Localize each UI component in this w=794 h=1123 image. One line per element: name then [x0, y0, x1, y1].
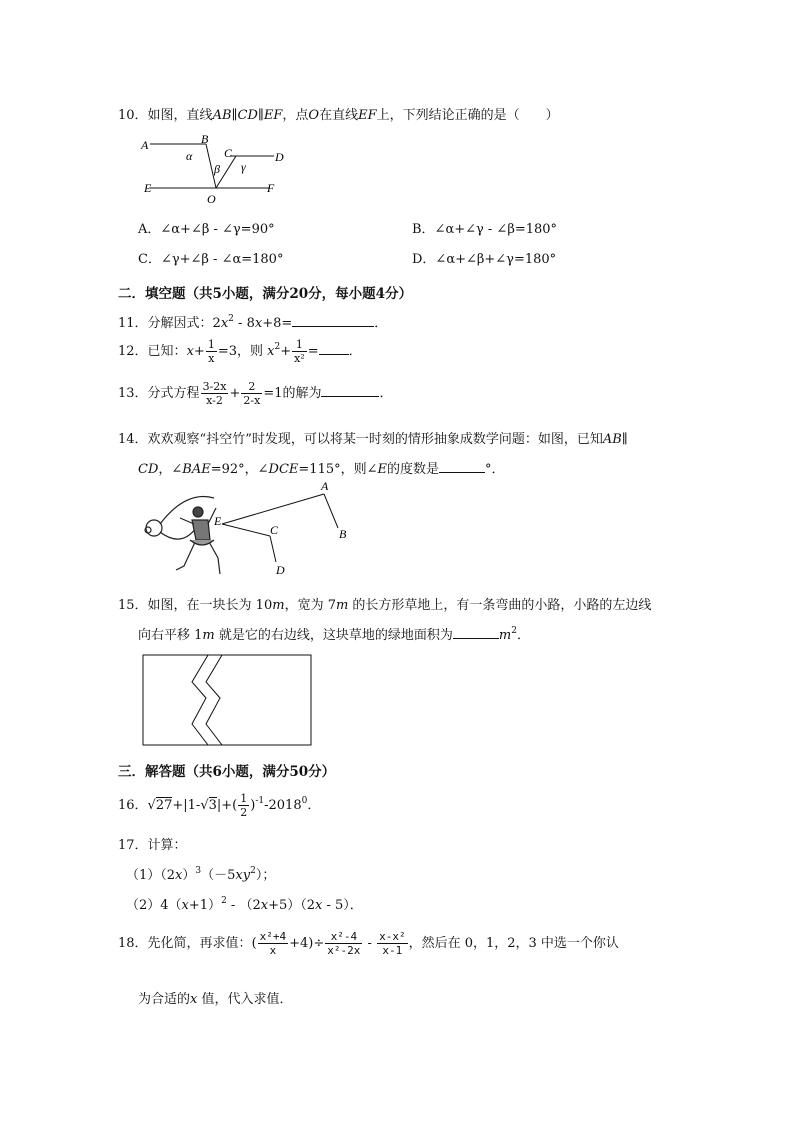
- q10-option-a[interactable]: A．∠α+∠β - ∠γ=90°: [138, 222, 275, 237]
- fig14-E: E: [214, 514, 222, 528]
- q10-figure: [138, 130, 288, 206]
- q11-answer-blank[interactable]: [292, 314, 374, 327]
- q18-line2: 为合适的x 值，代入求值．: [138, 992, 293, 1007]
- fig14-A: A: [321, 479, 329, 493]
- section3-title: 三．解答题（共6小题，满分50分）: [118, 764, 336, 780]
- q15-answer-blank[interactable]: [453, 626, 499, 639]
- fig10-F: F: [267, 181, 275, 195]
- q15-line1: 15．如图，在一块长为 10m，宽为 7m 的长方形草地上，有一条弯曲的小路，小路的左边线: [118, 598, 652, 613]
- q10-option-d[interactable]: D．∠α+∠β+∠γ=180°: [412, 252, 557, 267]
- fig10-A: A: [141, 138, 149, 152]
- q10-option-c[interactable]: C．∠γ+∠β - ∠α=180°: [138, 252, 284, 267]
- q14-figure: [136, 478, 354, 580]
- fig10-E: E: [144, 181, 152, 195]
- fig10-B: B: [201, 132, 209, 146]
- fig10-O: O: [207, 192, 216, 206]
- q13-answer-blank[interactable]: [321, 384, 379, 397]
- fig10-C: C: [224, 146, 233, 160]
- fig14-C: C: [270, 523, 279, 537]
- q12: 12．已知：x+ $\frac{1}{x}$ =3，则 $x^2+$ $\frac{1}{\text{x²}}$ = ．: [118, 338, 362, 365]
- q18-line1: 18．先化简，再求值：( $\frac{\text{x²+4}}{x}$ +4)÷ $\frac{\text{x²-4}}{\text{x²-2x}}$ - $\frac{\text{x-x²}}{x-1}$ ，然后在 0，1，2，3 中选一个你认: [118, 930, 619, 957]
- q10-option-b[interactable]: B．∠α+∠γ - ∠β=180°: [412, 222, 558, 237]
- q13: 13．分式方程 $\frac{3-2x}{x-2}$ + $\frac{2}{2-x}$ =1的解为 ．: [118, 380, 393, 407]
- q17-title: 17．计算：: [118, 838, 187, 853]
- q17-part1: $(1)(2x)^3(-5xy^2)$；: [126, 866, 276, 883]
- q17-part2: $(2)4(x+1)^2 - (2x+5)(2x - 5)$．: [126, 896, 363, 913]
- diabolo-player-illustration: [145, 496, 220, 574]
- q14-answer-blank[interactable]: [439, 460, 485, 473]
- q15-line2: 向右平移 1m 就是它的右边线，这块草地的绿地面积为 $m^2$．: [138, 626, 530, 643]
- q10-stem: 10．如图，直线AB∥CD∥EF，点O在直线EF上，下列结论正确的是（ ）: [118, 108, 559, 123]
- q11: 11．分解因式：$2x^2 - 8x+8=$ ．: [118, 314, 388, 331]
- q14-line1: 14．欢欢观察“抖空竹”时发现，可以将某一时刻的情形抽象成数学问题：如图，已知AB∥: [118, 432, 628, 447]
- fig10-D: D: [275, 150, 284, 164]
- fig14-D: D: [276, 563, 285, 577]
- q12-answer-blank[interactable]: [319, 342, 349, 355]
- fig10-beta: β: [214, 162, 220, 176]
- q15-figure: [142, 654, 314, 748]
- fig14-B: B: [339, 527, 347, 541]
- q16: 16．√27+|1-√3|+( $\frac{1}{2}$ )$^{-1}$-2018$^0$．: [118, 792, 321, 819]
- q14-line2: CD，∠BAE=92°，∠DCE=115°，则∠E的度数是 °．: [138, 462, 505, 477]
- fig10-alpha: α: [186, 149, 193, 163]
- section2-title: 二．填空题（共5小题，满分20分，每小题4分）: [118, 286, 413, 302]
- fig10-gamma: γ: [241, 160, 246, 174]
